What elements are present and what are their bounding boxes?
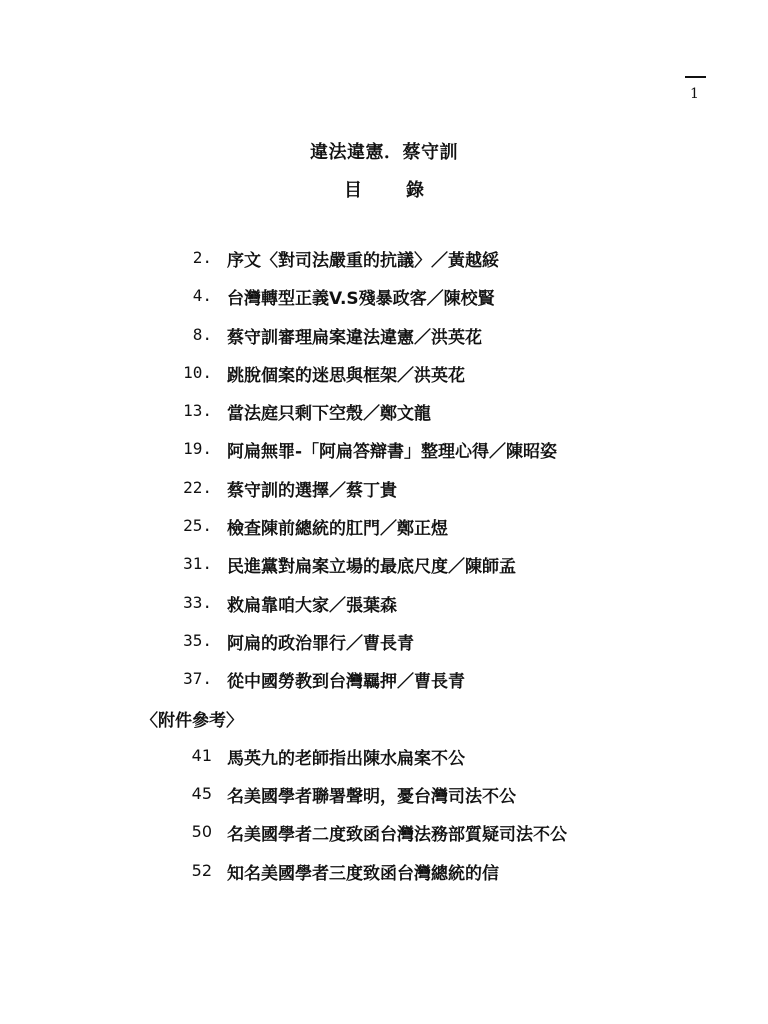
page-number: 1	[690, 86, 699, 102]
toc-entry-text: 檢查陳前總統的肛門／鄭正煜	[227, 519, 448, 540]
appendix-item	[0, 859, 768, 897]
toc-entry-text: 序文〈對司法嚴重的抗議〉／黃越綏	[227, 251, 499, 271]
toc-page-number: 4.	[192, 286, 212, 306]
toc-item	[0, 284, 768, 322]
appendix-entry-text: 知名美國學者三度致函台灣總統的信	[227, 863, 499, 884]
toc-page-number: 35.	[183, 630, 212, 650]
toc-page-number: 25.	[183, 516, 212, 536]
appendix-page-number: 41	[191, 745, 212, 765]
toc-page-number: 22.	[183, 477, 212, 497]
toc-page-number: 2.	[192, 248, 212, 267]
table-of-contents	[0, 246, 768, 897]
toc-item	[0, 591, 768, 629]
toc-entry-text: 從中國勞教到台灣羈押／曹長青	[227, 672, 465, 693]
toc-entry-text: 當法庭只剩下空殼／鄭文龍	[227, 404, 431, 425]
toc-item	[0, 552, 768, 590]
appendix-entry-text: 馬英九的老師指出陳水扁案不公	[227, 748, 465, 769]
toc-item	[0, 246, 768, 284]
toc-page-number: 10.	[183, 362, 212, 382]
toc-item	[0, 629, 768, 667]
appendix-entry-text: 名美國學者聯署聲明，憂台灣司法不公	[227, 787, 516, 808]
toc-entry-text: 蔡守訓審理扁案違法違憲／洪英花	[227, 327, 482, 348]
appendix-item	[0, 782, 768, 820]
toc-item	[0, 361, 768, 399]
toc-item	[0, 323, 768, 361]
toc-item	[0, 437, 768, 475]
appendix-item	[0, 744, 768, 782]
document-title: 違法違憲．蔡守訓	[310, 142, 458, 163]
toc-entry-text: 民進黨對扁案立場的最底尺度／陳師孟	[227, 557, 516, 578]
toc-entry-text: 救扁靠咱大家／張葉森	[227, 595, 397, 616]
toc-entry-text: 跳脫個案的迷思與框架／洪英花	[227, 365, 465, 386]
toc-item	[0, 667, 768, 705]
toc-item	[0, 514, 768, 552]
toc-page-number: 33.	[183, 592, 212, 612]
appendix-page-number: 52	[191, 860, 212, 880]
appendix-label: 〈附件參考〉	[141, 710, 243, 731]
toc-page-number: 19.	[183, 439, 212, 459]
appendix-entry-text: 名美國學者二度致函台灣法務部質疑司法不公	[227, 825, 567, 846]
toc-page-number: 13.	[183, 401, 212, 421]
toc-heading-right: 錄	[406, 180, 424, 201]
page-number-rule	[685, 76, 706, 78]
toc-item	[0, 476, 768, 514]
toc-page-number: 8.	[192, 324, 212, 344]
appendix-section-heading	[0, 706, 768, 744]
appendix-page-number: 50	[191, 822, 212, 842]
toc-item	[0, 399, 768, 437]
toc-entry-text: 阿扁的政治罪行／曹長青	[227, 633, 414, 654]
toc-heading	[0, 176, 768, 202]
toc-heading-left: 目	[344, 180, 362, 201]
toc-page-number: 31.	[183, 554, 212, 574]
appendix-page-number: 45	[191, 784, 212, 804]
toc-entry-text: 阿扁無罪-「阿扁答辯書」整理心得／陳昭姿	[227, 442, 558, 463]
appendix-item	[0, 820, 768, 858]
toc-entry-text: 台灣轉型正義V.S殘暴政客／陳校賢	[227, 289, 495, 310]
toc-page-number: 37.	[183, 669, 212, 689]
toc-entry-text: 蔡守訓的選擇／蔡丁貴	[227, 480, 397, 501]
